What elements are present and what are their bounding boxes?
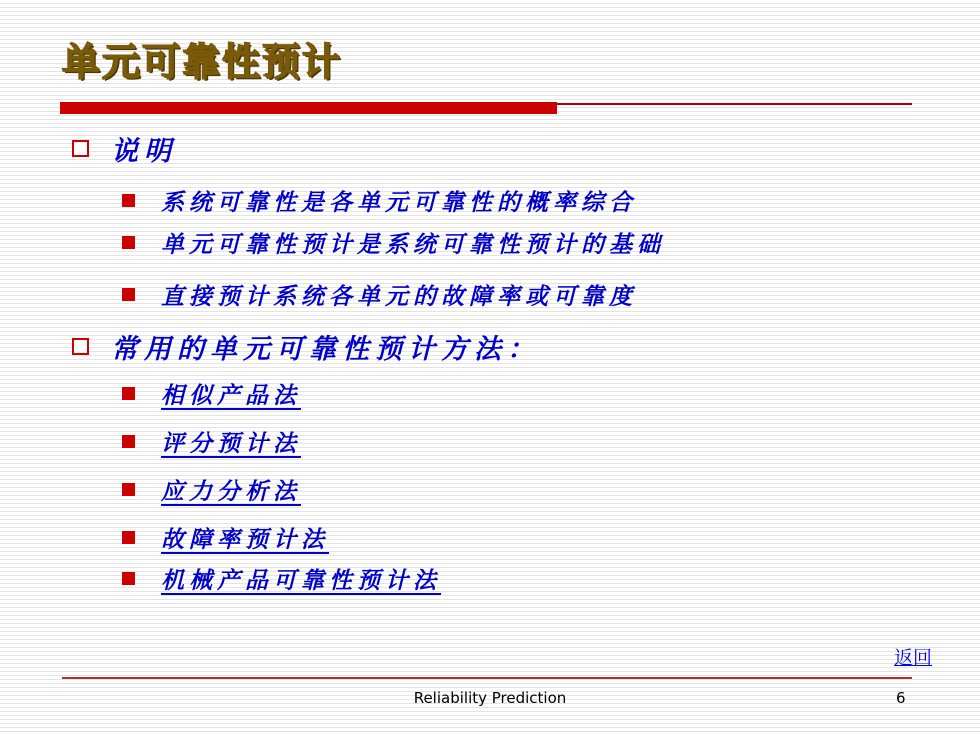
method-link-item[interactable] [122,424,301,458]
method-link-item[interactable] [122,520,329,554]
method-link-item[interactable] [122,376,301,410]
bullet-item [122,183,637,217]
method-link[interactable]: 故障率预计法 [161,525,329,553]
filled-square-bullet-icon [122,236,135,249]
filled-square-bullet-icon [122,572,135,585]
bullet-text: 单元可靠性预计是系统可靠性预计的基础 [161,230,665,258]
back-link[interactable]: 返回 [894,647,933,669]
method-link-item[interactable] [122,561,441,595]
method-link[interactable]: 应力分析法 [161,477,301,505]
section-label: 说明 [111,135,177,167]
hollow-square-bullet-icon [72,140,89,157]
slide-title: 单元可靠性预计 [62,40,343,84]
section-label: 常用的单元可靠性预计方法： [111,333,540,365]
hollow-square-bullet-icon [72,338,89,355]
bullet-text: 系统可靠性是各单元可靠性的概率综合 [161,188,637,216]
section-heading [72,128,177,168]
method-link[interactable]: 机械产品可靠性预计法 [161,566,441,594]
method-link[interactable]: 相似产品法 [161,381,301,409]
page-number: 6 [896,689,906,707]
footer-caption: Reliability Prediction [413,689,567,707]
title-accent-bar [60,102,557,114]
section-heading [72,326,540,366]
filled-square-bullet-icon [122,194,135,207]
method-link[interactable]: 评分预计法 [161,429,301,457]
filled-square-bullet-icon [122,483,135,496]
method-link-item[interactable] [122,472,301,506]
filled-square-bullet-icon [122,387,135,400]
bullet-item [122,225,665,259]
filled-square-bullet-icon [122,435,135,448]
filled-square-bullet-icon [122,288,135,301]
footer-divider [62,677,912,679]
filled-square-bullet-icon [122,531,135,544]
bullet-item [122,277,637,311]
bullet-text: 直接预计系统各单元的故障率或可靠度 [161,282,637,310]
